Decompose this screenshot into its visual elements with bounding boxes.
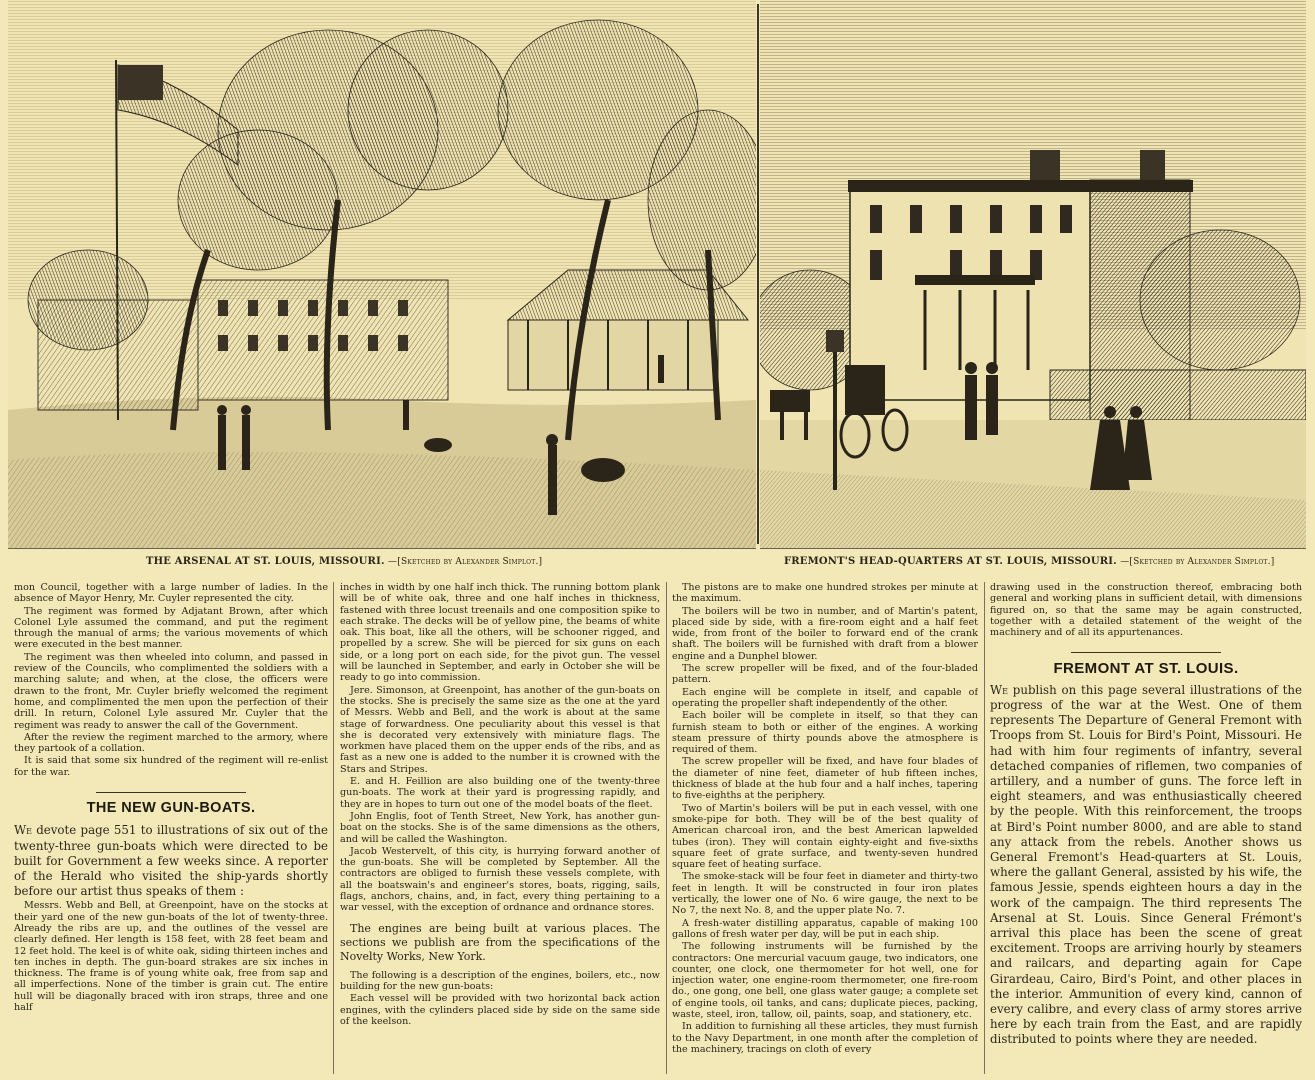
caption-headquarters-credit: —[Sketched by Alexander Simplot.] <box>1120 557 1275 567</box>
arsenal-engraving-icon <box>8 0 756 549</box>
section-rule <box>96 792 246 793</box>
caption-arsenal-title: THE ARSENAL AT ST. LOUIS, MISSOURI. <box>146 556 385 567</box>
paragraph: The pistons are to make one hundred strokes per minute at the maximum. <box>672 582 978 605</box>
paragraph: It is said that some six hundred of the regiment will re-enlist for the war. <box>14 755 328 778</box>
column-rule <box>333 582 334 1074</box>
paragraph: drawing used in the construction thereof, embracing both general and working plans in sufficient detail, with dimensions figured on, so that the same may be again constructed, together with a detailed statement of the weight of the machinery and of all its appurtenances. <box>990 582 1302 639</box>
paragraph: Each engine will be complete in itself, and capable of operating the propeller shaft independently of the other. <box>672 686 978 709</box>
lead-paragraph <box>14 823 328 899</box>
paragraph: The following instruments will be furnished by the contractors: One mercurial vacuum gauge, two indicators, one counter, one clock, one thermometer for hot well, one for injection water, one engine-room thermometer, one fire-room do., one gong, one bell, one glass water gauge; a complete set of engine tools, oil tanks, and cans; duplicate pieces, packing, waste, steel, iron, tallow, oil, paints, soap, and stationery, etc. <box>672 941 978 1020</box>
article-column-2 <box>340 582 660 1074</box>
paragraph: The regiment was formed by Adjatant Brown, after which Colonel Lyle assumed the command, and put the regiment through the manual of arms; the various movements of which were executed in the best manner. <box>14 605 328 651</box>
caption-headquarters <box>784 556 1274 567</box>
paragraph: The regiment was then wheeled into column, and passed in review of the Councils, who complimented the soldiers with a marching salute; and when, at the close, the officers were drawn to the front, Mr. Cuyler briefly welcomed the regiment home, and complimented the men upon the perfection of their drill. In return, Colonel Lyle assured Mr. Cuyler that the regiment was ready to answer the call of the Government. <box>14 651 328 731</box>
lead-text: devote page 551 to illustrations of six out of the twenty-three gun-boats which were directed to be built for Government a few weeks since. A reporter of the Herald who visited the ship-yards shortly before our artist thus speaks of them : <box>14 823 328 899</box>
paragraph: The following is a description of the engines, boilers, etc., now building for the new gun-boats: <box>340 969 660 992</box>
lead-paragraph <box>990 683 1302 1048</box>
paragraph: After the review the regiment marched to the armory, where they partook of a collation. <box>14 731 328 755</box>
caption-arsenal-credit: —[Sketched by Alexander Simplot.] <box>388 557 543 567</box>
paragraph: mon Council, together with a large number of ladies. In the absence of Mayor Henry, Mr. Cuyler represented the city. <box>14 582 328 605</box>
paragraph: The smoke-stack will be four feet in diameter and thirty-two feet in length. It will be constructed in four iron plates vertically, the lower one of No. 6 wire gauge, the next to be No 7, the next No. 8, and the upper plate No. 7. <box>672 871 978 917</box>
column-rule <box>984 582 985 1074</box>
lead-text: publish on this page several illustrations of the progress of the war at the West. One of them represents The Departure of General Fremont with Troops from St. Louis for Bird's Point, Missouri. He had with him four regiments of infantry, several detached companies of riflemen, two companies of artillery, and a number of guns. The force left in eight steamers, and was enthusiastically cheered by the people. With this reinforcement, the troops at Bird's Point number 8000, and are able to stand any attack from the rebels. Another shows us General Fremont's Head-quarters at St. Louis, where the gallant General, assisted by his wife, the famous Jessie, spends eighteen hours a day in the work of the campaign. The third represents The Arsenal at St. Louis. Since General Frémont's arrival this place has been the scene of great excitement. Troops are arriving hourly by steamers and railcars, and departing again for Cape Girardeau, Cairo, Bird's Point, and other places in the interior. Ammunition of every kind, cannon of every calibre, and every class of army stores arrive here by each train from the East, and are rapidly distributed to points where they are needed. <box>990 682 1302 1047</box>
paragraph: Jere. Simonson, at Greenpoint, has another of the gun-boats on the stocks. She is precisely the same size as the one at the yard of Messrs. Webb and Bell, and the work is about at the same stage of forwardness. One peculiarity about this vessel is that she is decorated very extensively with miniature flags. The workmen have placed them on the upper ends of the ribs, and as fast as a new one is added to the number it is crowned with the Stars and Stripes. <box>340 684 660 775</box>
paragraph: The screw propeller will be fixed, and have four blades of the diameter of nine feet, diameter of hub fifteen inches, thickness of blade at the hub four and a half inches, tapering to five-eighths at the periphery. <box>672 756 978 802</box>
caption-headquarters-title: FREMONT'S HEAD-QUARTERS AT ST. LOUIS, MISSOURI. <box>784 556 1117 567</box>
paragraph: The boilers will be two in number, and of Martin's patent, placed side by side, with a fire-room eight and a half feet wide, from front of the boiler to forward end of the crank shaft. The boilers will be furnished with draft from a blower engine and a Dunphel blower. <box>672 605 978 662</box>
paragraph: Messrs. Webb and Bell, at Greenpoint, have on the stocks at their yard one of the new gun-boats of the lot of twenty-three. Already the ribs are up, and the outlines of the vessel are clearly defined. Her length is 158 feet, with 28 feet beam and 12 feet hold. The keel is of white oak, siding thirteen inches and ten inches in depth. The gun-board strakes are six inches in thickness. The frame is of young white oak, free from sap and all imperfections. None of the timber is grain cut. The entire hull will be diagonally braced with iron straps, three and one half <box>14 900 328 1014</box>
article-column-4 <box>990 582 1302 1074</box>
headline-new-gun-boats: THE NEW GUN-BOATS. <box>86 800 256 817</box>
paragraph: A fresh-water distilling apparatus, capable of making 100 gallons of fresh water per day, will be put in each ship. <box>672 917 978 940</box>
paragraph: Each boiler will be complete in itself, so that they can furnish steam to both or either of the engines. A working steam pressure of thirty pounds above the atmosphere is required of them. <box>672 710 978 756</box>
paragraph: Jacob Westervelt, of this city, is hurrying forward another of the gun-boats. She will be completed by September. All the contractors are obliged to furnish these vessels complete, with all the boatswain's and engineer's stores, boats, rigging, sails, flags, anchors, chains, and, in fact, every thing pertaining to a war vessel, with the exception of ordnance and ordnance stores. <box>340 845 660 914</box>
paragraph: Each vessel will be provided with two horizontal back action engines, with the cylinders placed side by side on the same side of the keelson. <box>340 993 660 1027</box>
paragraph: John Englis, foot of Tenth Street, New York, has another gun-boat on the stocks. She is of the same dimensions as the others, and will be called the Washington. <box>340 810 660 845</box>
paragraph-engines: The engines are being built at various places. The sections we publish are from the specifications of the Novelty Works, New York. <box>340 921 660 963</box>
paragraph: The screw propeller will be fixed, and of the four-bladed pattern. <box>672 663 978 686</box>
paragraph: Two of Martin's boilers will be put in each vessel, with one smoke-pipe for both. They will be of the best quality of American charcoal iron, and the best American lapwelded tubes (iron). They will contain eighty-eight and five-sixths square feet of grate surface, and twenty-seven hundred square feet of heating surface. <box>672 802 978 871</box>
headline-fremont-at-st-louis: FREMONT AT ST. LOUIS. <box>1053 660 1239 678</box>
headquarters-engraving-icon <box>760 0 1306 549</box>
paragraph: inches in width by one half inch thick. The running bottom plank will be of white oak, three and one half inches in thickness, fastened with three locust treenails and one composition spike to each strake. The decks will be of yellow pine, the beams of white oak. This boat, like all the others, will be schooner rigged, and propelled by a screw. She will be pierced for six guns on each side, or a long port on each side, for the pivot gun. The vessel will be launched in September, and early in October she will be ready to go into commission. <box>340 582 660 684</box>
caption-arsenal <box>146 556 542 567</box>
section-rule <box>1071 652 1221 653</box>
article-column-3 <box>672 582 978 1074</box>
article-column-1 <box>14 582 328 1074</box>
paragraph: In addition to furnishing all these articles, they must furnish to the Navy Department, in one month after the completion of the machinery, tracings on cloth of every <box>672 1021 978 1055</box>
lead-initial: We <box>990 682 1008 697</box>
lead-initial: We <box>14 823 32 838</box>
paragraph: E. and H. Feillion are also building one of the twenty-three gun-boats. The work at their yard is progressing rapidly, and they are in hopes to turn out one of the model boats of the fleet. <box>340 776 660 810</box>
column-rule <box>666 582 667 1074</box>
engraving-divider <box>757 4 759 544</box>
